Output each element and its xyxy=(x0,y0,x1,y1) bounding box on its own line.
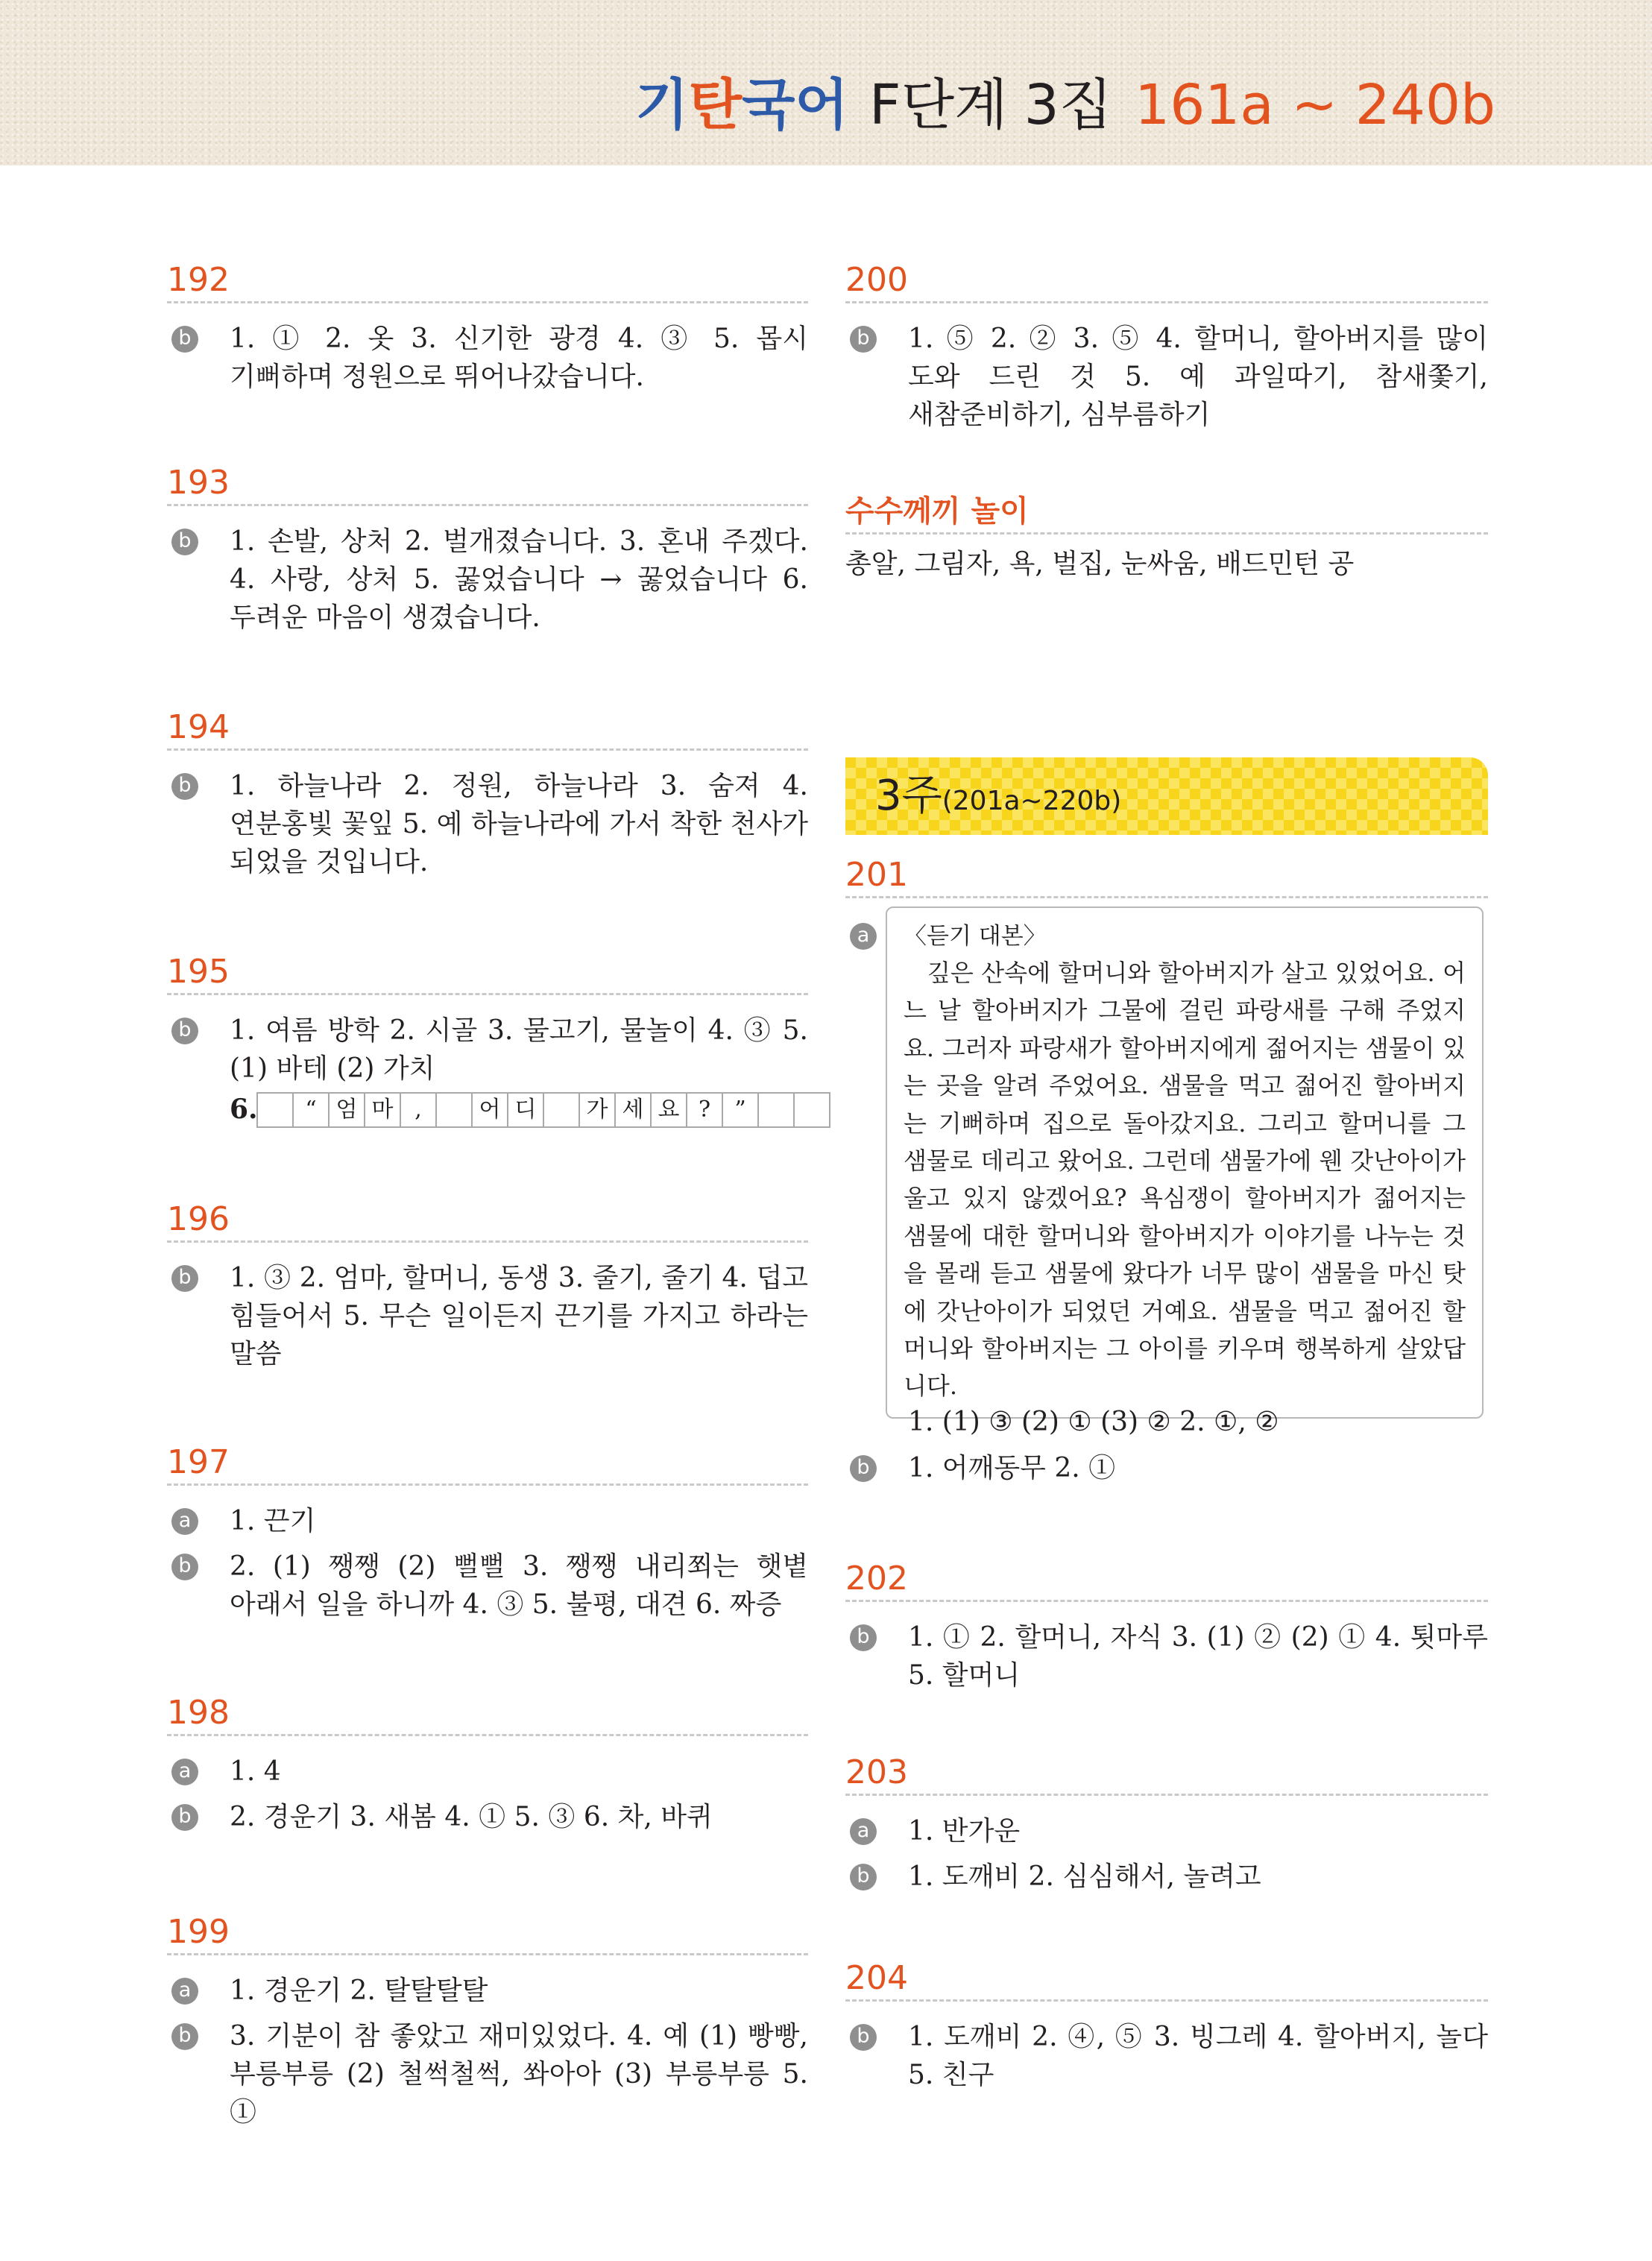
grid-cell: 가 xyxy=(580,1094,616,1126)
section-number: 197 xyxy=(167,1442,808,1486)
section-201 xyxy=(845,854,1488,1483)
answer-text: 1. 손발, 상처 2. 벌개졌습니다. 3. 혼내 주겠다. 4. 사랑, 상처 5. 꿇었습니다 → 꿇었습니다 6. 두려운 마음이 생겼습니다. xyxy=(230,526,808,633)
badge-b-icon: b xyxy=(171,529,198,555)
answer-row xyxy=(908,1403,1488,1441)
header-title xyxy=(635,73,1495,137)
answer-row xyxy=(845,1812,1488,1850)
answer-text: 1. 경운기 2. 탈탈탈탈 xyxy=(230,1975,488,2006)
answer-row xyxy=(167,1259,808,1373)
section-number: 204 xyxy=(845,1958,1488,2002)
script-title: 〈듣기 대본〉 xyxy=(904,923,1047,950)
section-riddle xyxy=(845,491,1488,583)
answer-row xyxy=(845,1449,1488,1487)
answer-text: 1. 도깨비 2. 심심해서, 놀려고 xyxy=(908,1861,1261,1892)
grid-cell xyxy=(437,1094,473,1126)
badge-b-icon: b xyxy=(171,326,198,353)
week-title xyxy=(875,772,1121,825)
section-number: 193 xyxy=(167,462,808,506)
answer-row xyxy=(845,2018,1488,2094)
badge-a-icon: a xyxy=(850,1818,877,1845)
badge-b-icon: b xyxy=(171,1804,198,1831)
answer-row xyxy=(845,320,1488,434)
grid-cell xyxy=(544,1094,580,1126)
section-number: 192 xyxy=(167,259,808,303)
section-203 xyxy=(845,1752,1488,1896)
answer-text: 2. 경운기 3. 새봄 4. ① 5. ③ 6. 차, 바퀴 xyxy=(230,1802,713,1832)
badge-a-icon: a xyxy=(850,923,877,950)
answer-text: 2. (1) 쨍쨍 (2) 뻘뻘 3. 쨍쨍 내리쬐는 햇볕 아래서 일을 하니까 4. ③ 5. 불평, 대견 6. 짜증 xyxy=(230,1551,808,1620)
section-199 xyxy=(167,1911,808,2131)
section-number: 198 xyxy=(167,1692,808,1736)
grid-cell: “ xyxy=(294,1094,330,1126)
answer-row xyxy=(167,1502,808,1540)
section-192 xyxy=(167,259,808,396)
manuscript-grid xyxy=(256,1092,830,1128)
badge-b-icon: b xyxy=(171,1265,198,1292)
answer-text: 1. 4 xyxy=(230,1756,281,1787)
section-196 xyxy=(167,1199,808,1373)
script-text: 깊은 산속에 할머니와 할아버지가 살고 있었어요. 어느 날 할아버지가 그물에 걸린 파랑새를 구해 주었지요. 그러자 파랑새가 할아버지에게 젊어지는 샘물이 있는 곳을 알려 주었어요. 샘물을 먹고 젊어진 할아버지는 기뻐하며 집으로 돌아갔지요. 그리고 할머니를 그 샘물로 데리고 왔어요. 그런데 샘물가에 웬 갓난아이가 울고 있지 않겠어요? 욕심쟁이 할아버지가 젊어지는 샘물에 대한 할머니와 할아버지가 이야기를 나누는 것을 몰래 듣고 샘물에 왔다가 너무 많이 샘물을 마신 탓에 갓난아이가 되었던 거예요. 샘물을 먹고 젊어진 할머니와 할아버지는 그 아이를 키우며 행복하게 살았답니다. xyxy=(904,959,1466,1401)
badge-b-icon: b xyxy=(171,1018,198,1044)
answer-text: 1. 어깨동무 2. ① xyxy=(908,1453,1116,1483)
page-header xyxy=(0,0,1652,165)
answer-row xyxy=(167,1753,808,1791)
answer-text: 1. 여름 방학 2. 시골 3. 물고기, 물놀이 4. ③ 5. (1) 바테 (2) 가치 xyxy=(230,1015,808,1084)
grid-cell: 요 xyxy=(652,1094,687,1126)
section-number: 200 xyxy=(845,259,1488,303)
week-banner xyxy=(845,757,1488,835)
answer-text: 1. 하늘나라 2. 정원, 하늘나라 3. 숨져 4. 연분홍빛 꽃잎 5. 예 하늘나라에 가서 착한 천사가 되었을 것입니다. xyxy=(230,771,808,877)
grid-cell: 세 xyxy=(616,1094,652,1126)
badge-a-icon: a xyxy=(171,1978,198,2005)
answer-text: 1. ⑤ 2. ② 3. ⑤ 4. 할머니, 할아버지를 많이 도와 드린 것 5. 예 과일따기, 참새쫓기, 새참준비하기, 심부름하기 xyxy=(908,324,1488,430)
grid-cell xyxy=(759,1094,795,1126)
answer-text: 1. ① 2. 할머니, 자식 3. (1) ② (2) ① 4. 툇마루 5. 할머니 xyxy=(908,1622,1488,1691)
range-label: 161a ~ 240b xyxy=(1135,73,1495,137)
grid-label: 6. xyxy=(230,1094,258,1125)
grid-cell: 마 xyxy=(365,1094,401,1126)
grid-cell xyxy=(258,1094,294,1126)
answer-text: 1. 도깨비 2. ④, ⑤ 3. 빙그레 4. 할아버지, 놀다 5. 친구 xyxy=(908,2022,1488,2090)
badge-a-icon: a xyxy=(171,1508,198,1535)
brand-pre: 기 xyxy=(635,73,689,137)
section-number: 195 xyxy=(167,951,808,995)
answer-text: 1. (1) ③ (2) ① (3) ② 2. ①, ② xyxy=(908,1407,1279,1437)
grid-cell: 어 xyxy=(473,1094,508,1126)
badge-b-icon: b xyxy=(171,2023,198,2050)
answer-row xyxy=(167,767,808,881)
badge-b-icon: b xyxy=(171,773,198,800)
answer-row xyxy=(845,1858,1488,1896)
brand-post: 국어 xyxy=(742,73,849,137)
grid-cell: ? xyxy=(687,1094,723,1126)
volume-label: 3집 xyxy=(1024,73,1113,137)
grid-cell xyxy=(795,1094,830,1126)
section-number: 201 xyxy=(845,854,1488,898)
grid-cell: 디 xyxy=(508,1094,544,1126)
answer-row xyxy=(167,523,808,637)
answer-text: 1. ① 2. 옷 3. 신기한 광경 4. ③ 5. 몹시 기뻐하며 정원으로 뛰어나갔습니다. xyxy=(230,324,808,392)
badge-b-icon: b xyxy=(171,1554,198,1580)
grid-cell: 엄 xyxy=(330,1094,365,1126)
week-range: (201a~220b) xyxy=(942,786,1122,816)
section-number: 203 xyxy=(845,1752,1488,1796)
badge-b-icon: b xyxy=(850,1864,877,1891)
brand-logo xyxy=(635,73,848,137)
section-200 xyxy=(845,259,1488,434)
manuscript-grid-row xyxy=(230,1091,808,1129)
section-197 xyxy=(167,1442,808,1624)
answer-text: 3. 기분이 참 좋았고 재미있었다. 4. 예 (1) 빵빵, 부릉부릉 (2) 철썩철썩, 쏴아아 (3) 부릉부릉 5. ① xyxy=(230,2021,808,2128)
badge-b-icon: b xyxy=(850,1624,877,1651)
listening-script-box xyxy=(886,906,1484,1419)
grid-cell: , xyxy=(401,1094,437,1126)
grid-cell: ” xyxy=(723,1094,759,1126)
answer-text: 1. ③ 2. 엄마, 할머니, 동생 3. 줄기, 줄기 4. 덥고 힘들어서 5. 무슨 일이든지 끈기를 가지고 하라는 말씀 xyxy=(230,1263,808,1369)
section-number: 196 xyxy=(167,1199,808,1243)
answer-row xyxy=(167,1548,808,1624)
level-label: F단계 xyxy=(869,73,1008,137)
answer-row xyxy=(167,1012,808,1129)
section-number: 202 xyxy=(845,1558,1488,1602)
answer-row xyxy=(167,1798,808,1836)
answer-text: 1. 반가운 xyxy=(908,1816,1021,1847)
riddle-answers: 총알, 그림자, 욕, 벌집, 눈싸움, 배드민턴 공 xyxy=(845,549,1355,579)
section-193 xyxy=(167,462,808,637)
badge-b-icon: b xyxy=(850,326,877,353)
week-label: 3주 xyxy=(875,772,942,820)
answer-row xyxy=(167,320,808,396)
answer-text: 1. 끈기 xyxy=(230,1506,316,1536)
answer-row xyxy=(167,1972,808,2010)
badge-a-icon: a xyxy=(171,1759,198,1785)
riddle-title: 수수께끼 놀이 xyxy=(845,491,1488,534)
section-194 xyxy=(167,707,808,881)
badge-b-icon: b xyxy=(850,2024,877,2051)
section-202 xyxy=(845,1558,1488,1694)
section-198 xyxy=(167,1692,808,1836)
brand-accent: 탄 xyxy=(688,73,743,137)
section-204 xyxy=(845,1958,1488,2094)
section-number: 199 xyxy=(167,1911,808,1955)
badge-b-icon: b xyxy=(850,1455,877,1482)
answer-row xyxy=(845,1618,1488,1694)
section-195 xyxy=(167,951,808,1129)
answer-row xyxy=(167,2017,808,2131)
section-number: 194 xyxy=(167,707,808,751)
